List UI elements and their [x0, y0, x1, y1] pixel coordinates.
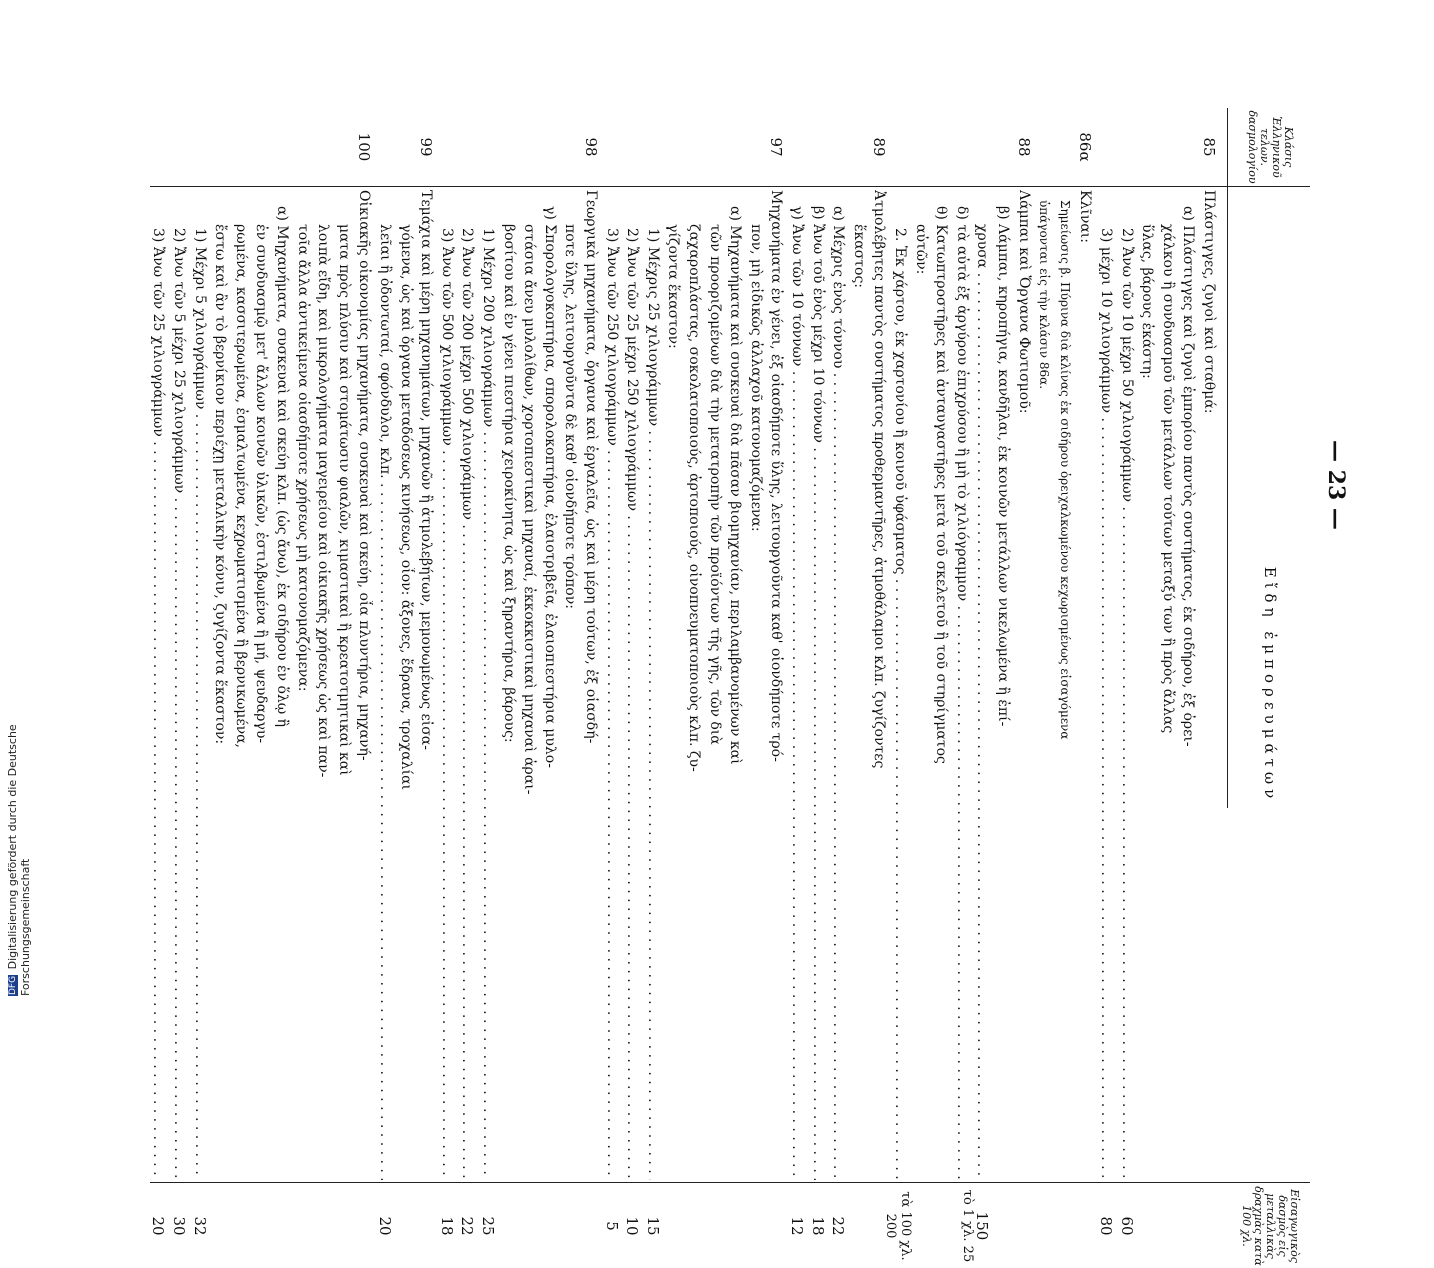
item-description: β) Ἄνω τοῦ ἑνὸς μέχρι 10 τόννων . . .: [808, 190, 827, 1180]
item-description: Ἀτμολέβητες παντὸς συστήματος προθερμαντῆρες, ἀτμοθάλαμοι κλπ. ζυγίζοντες: [871, 190, 888, 769]
item-description: θ) Κατωπτροστῆρες καὶ ἀνταυγαστῆρες μετὰ τοῦ σκελετοῦ ἢ τοῦ στηρίγματος: [933, 206, 950, 764]
item-description: γίζοντα ἕκαστον:: [665, 224, 682, 349]
item-description: ὑπάγονται εἰς τὴν κλάσιν 86α.: [1037, 200, 1052, 390]
duty-value: 10: [623, 1216, 642, 1236]
item-description: ποτε ὕλης, λειτουργοῦντα δὲ καθ' οἱονδήποτε τρόπον:: [562, 224, 579, 609]
item-description: 3) Ἄνω τῶν 500 χιλιογράμμων . . .: [437, 190, 456, 1180]
tariff-table: [149, 108, 1310, 1266]
duty-value: 20: [376, 1216, 394, 1236]
item-description: γ) Ἄνω τῶν 10 τόννων . . .: [787, 190, 806, 1180]
item-description: Μηχανήματα ἐν γένει, ἐξ οἱασδήποτε ὕλης, λειτουργοῦντα καθ' οἱονδήποτε τρό-: [768, 190, 785, 762]
item-description: ἔστω καὶ ἂν τὸ βερνίκιον περιέχῃ μεταλλικὴν κόνιν, ζυγίζοντα ἕκαστον:: [212, 224, 229, 745]
item-description: 2) Ἄνω τῶν 5 μέχρι 25 χιλιογράμμων . . .: [169, 190, 188, 1180]
item-description: στάσια ἄνευ μυλολίθων, χορτοπιεστικαὶ μηχαναί, ἐκκοκκιστικαὶ μηχαναὶ ἀραι-: [521, 224, 538, 795]
item-description: τῶν προοριζομένων διὰ τὴν μετατροπὴν τῶν προϊόντων τῆς γῆς, τῶν διὰ: [706, 224, 723, 745]
header-duty-column: Εἰσαγωγικὸς δασμὸς εἰς μεταλλικὰς δραχμὰς κατὰ 100 χλ.: [1240, 1186, 1301, 1266]
class-number: 85: [1200, 137, 1218, 157]
item-description: 3) μέχρι 10 χιλιογράμμων . . .: [1096, 190, 1115, 1180]
dfg-logo: DFG: [8, 975, 18, 995]
item-description: ἐν συνδυασμῷ μετ' ἄλλων κοινῶν ὑλικῶν, ἐστιλβωμένα ἢ μή, ψευδαργυ-: [253, 224, 270, 744]
duty-value: 12: [788, 1216, 806, 1236]
duty-value: 80: [1097, 1216, 1115, 1236]
duty-value: 60: [1117, 1216, 1136, 1236]
class-number: 89: [870, 137, 889, 157]
item-description: χάλκου ἢ συνδυασμοῦ τῶν μετάλλων τούτων μεταξύ των ἢ πρὸς ἄλλας: [1159, 224, 1176, 734]
item-description: 3) Ἄνω τῶν 250 χιλιογράμμων . . .: [602, 190, 621, 1180]
item-description: Λάμπαι καὶ Ὄργανα Φωτισμοῦ:: [1015, 190, 1032, 414]
item-description: βοσίτου καὶ ἐν γένει πιεστήρια χειροκίνητα, ὡς καὶ ξηραντήρια, βάρους:: [500, 224, 517, 743]
item-description: 1) Μέχρι 200 χιλιογράμμων . . .: [478, 190, 497, 1180]
header-class-column: Κλάσις Ἑλληνικοῦ τελων. δασμολογίου: [1246, 110, 1295, 184]
duty-value: 18: [808, 1216, 827, 1236]
duty-value: 5: [602, 1221, 621, 1231]
duty-value: 32: [190, 1216, 209, 1236]
item-description: 2) Ἄνω τῶν 200 μέχρι 500 χιλιογράμμων . . .: [457, 190, 476, 1180]
duty-value: 15: [643, 1216, 662, 1236]
item-description: Γεωργικὰ μηχανήματα, ὄργανα καὶ ἐργαλεῖα, ὡς καὶ μέρη τούτων, ἐξ οἱασδή-: [583, 190, 599, 744]
item-description: λοιπὰ εἴδη, καὶ μικρολογήματα μαγειρείου καὶ οἰκιακῆς χρήσεως ὡς καὶ παν-: [315, 224, 332, 778]
item-description: γόμενα, ὡς καὶ ὄργανα μεταδόσεως κινήσεως, οἷον: ἄξονες, ἔδρανα, τροχαλίαι: [397, 224, 414, 791]
duty-value: 150: [973, 1211, 992, 1241]
item-description: χρυσα . . .: [972, 190, 991, 1180]
item-description: δ) τὰ αὐτὰ ἐξ ἀργύρου ἐπιχρύσου ἢ μὴ τὸ χιλιόγραμμον . . .: [952, 190, 971, 1180]
item-description: αὐτῶν:: [912, 224, 929, 275]
item-description: ρωμένα, κασσιτερωμένα, ἐσμαλτωμένα, κεχρωματισμένα ἢ βερνικωμένα,: [232, 224, 249, 748]
class-number: 97: [767, 137, 786, 157]
item-description: ζαχαροπλάστας, σοκολατοποιούς, ἀρτοποιούς, οἰνοπνευματοποιοὺς κλπ. ζυ-: [686, 224, 702, 772]
item-description: α) Μηχανήματα, συσκευαὶ καὶ σκεύη κλπ. (ὡς ἄνω), ἐκ σιδήρου ἐν ὅλῳ ἢ: [274, 206, 290, 728]
duty-value: τὸ 1 χλ. 25: [959, 1189, 975, 1263]
column-divider-left: [150, 186, 1310, 187]
header-description-column: Εἴδη ἐμπορευμάτων: [1261, 566, 1279, 804]
item-description: α) Πλάστιγγες καὶ ζυγοὶ ἐμπορίου παντὸς συστήματος, ἐκ σιδήρου, ἐξ ὀρει-: [1180, 206, 1197, 747]
item-description: λεῖαι ἢ ὀδοντωταί, σφόνδυλοι, κλπ. . . .: [375, 190, 394, 1180]
item-description: ὕλας, βάρους ἑκάστη:: [1139, 224, 1156, 379]
item-description: ματα πρὸς πλύσιν καὶ στομάτωσιν φιαλῶν, κιμαστικαὶ ἢ κρεατοτμητικαὶ καὶ: [335, 224, 352, 776]
item-description: β) Λάμπαι, κηροπήγια, κανδῆλαι, ἐκ κοινῶν μετάλλων νικελωμένα ἢ ἐπί-: [995, 206, 1011, 727]
duty-value: 20: [149, 1216, 168, 1236]
class-number: 100: [355, 132, 374, 162]
item-description: Οἰκιακῆς οἰκονομίας μηχανήματα, συσκευαὶ καὶ σκεύη, οἷα πλυντήρια, μηχανή-: [356, 190, 373, 761]
item-description: γ) Σπορολογοκοπτήρια, σπορολοκοπτήρια, ἐλαιοτριβεῖα, ἐλαιοπιεστήρια μυλο-: [541, 206, 558, 768]
item-description: τοῖα ἄλλα ἀντικείμενα οἱασδήποτε χρήσεως μὴ κατονομαζόμενα:: [294, 224, 311, 692]
item-description: 1) Μέχρι 5 χιλιογράμμων . . .: [190, 190, 209, 1180]
duty-value: 18: [437, 1216, 456, 1236]
item-description: ἕκαστος:: [850, 224, 867, 289]
item-description: α) Μηχανήματα καὶ συσκευαὶ διὰ πᾶσαν βιομηχανίαν, περιλαμβανομένων καὶ: [727, 206, 744, 765]
page-number: — 23 —: [1323, 440, 1349, 530]
footer-text: Digitalisierung gefördert durch die Deutsche Forschungsgemeinschaft: [6, 724, 32, 996]
item-description: Πλάστιγγες, ζυγοὶ καὶ σταθμά:: [1201, 190, 1217, 414]
item-description: 3) Ἄνω τῶν 25 χιλιογράμμων . . .: [148, 190, 167, 1180]
footer-credit: [6, 596, 32, 996]
duty-value: 30: [170, 1216, 188, 1236]
item-description: α) Μέχρις ἑνὸς τόννου . . .: [828, 190, 847, 1180]
item-description: 2) Ἄνω τῶν 25 μέχρι 250 χιλιογράμμων . . .: [622, 190, 641, 1180]
duty-value: τὰ 100 χλ. 200: [883, 1191, 913, 1261]
item-description: Τεμάχια καὶ μέρη μηχανημάτων, μηχανῶν ἢ ἀτμολεβήτων, μεμονωμένως εἰσα-: [418, 190, 435, 750]
item-description: Σημείωσις β. Πύρινα διὰ κλίνας ἐκ σιδήρου ὀρειχαλκωμένου κεχωρισμένως εἰσαγόμενα: [1057, 200, 1072, 740]
class-number: 86α: [1076, 132, 1095, 162]
class-number: 98: [582, 137, 600, 157]
item-description: πον, μὴ εἰδικῶς ἀλλαχοῦ κατονομαζόμενα:: [747, 224, 764, 532]
column-divider-right: [150, 1182, 1310, 1183]
item-description: 2) Ἄνω τῶν 10 μέχρι 50 χιλιογράμμων . . .: [1117, 190, 1136, 1180]
item-description: Κλῖναι:: [1077, 190, 1094, 243]
header-divider: [1227, 108, 1228, 808]
item-description: 1) Μέχρις 25 χιλιογράμμων . . .: [643, 190, 662, 1180]
item-description: 2. Ἐκ χάρτου, ἐκ χαρτονίου ἢ κοινοῦ ὑφάσματος . . .: [890, 190, 909, 1180]
duty-value: 22: [458, 1216, 477, 1236]
class-number: 99: [417, 137, 436, 157]
class-number: 88: [1014, 137, 1033, 157]
duty-value: 25: [479, 1216, 497, 1236]
duty-value: 22: [829, 1216, 848, 1236]
